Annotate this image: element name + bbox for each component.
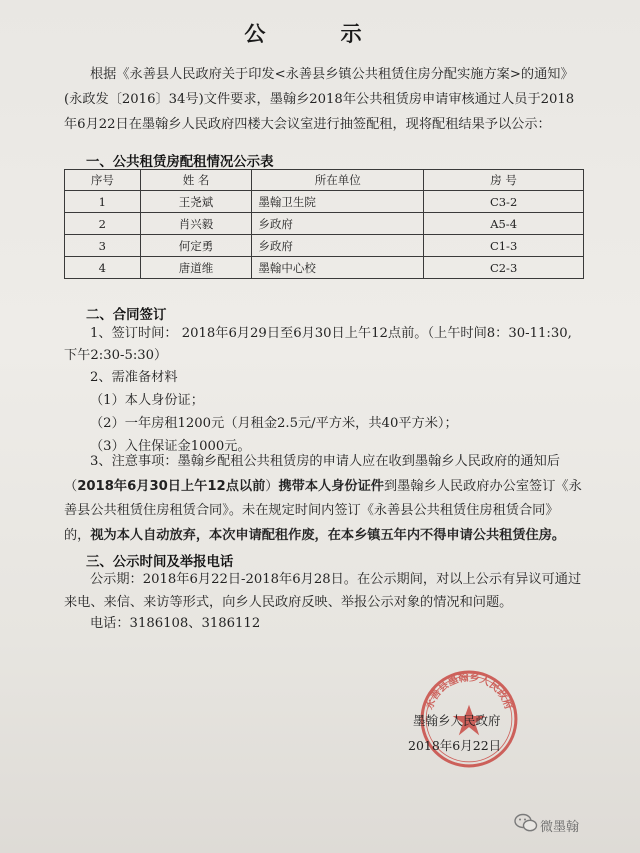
phone-line: 电话：3186108、3186112 [90,616,261,631]
column-header-name: 姓 名 [140,170,252,191]
column-header-unit: 所在单位 [252,170,424,191]
cell-name: 何定勇 [140,235,252,257]
table-row [65,257,584,279]
signing-time-line: 1、签订时间： 2018年6月29日至6月30日上午12点前。（上午时间8：30-11:30, [90,326,572,341]
material-item: （2）一年房租1200元（月租金2.5元/平方米，共40平方米）； [90,416,458,431]
section-heading-allocation: 一、公共租赁房配租情况公示表 [86,155,274,170]
page-title: 公 示 [244,22,396,46]
cell-name: 王尧斌 [140,191,252,213]
cell-name: 肖兴毅 [140,213,252,235]
cell-unit: 墨翰中心校 [252,257,424,279]
table-row [65,235,584,257]
table-row [65,191,584,213]
notice-deadline: 2018年6月30日上午12点以前 [77,478,266,494]
notice-text: ） [265,478,279,494]
svg-text:永善县墨翰乡人民政府: 永善县墨翰乡人民政府 [423,671,515,712]
notice-paragraph [64,450,584,548]
issue-date: 2018年6月22日 [408,738,502,753]
section-heading-contract: 二、合同签订 [86,308,167,323]
cell-number: 1 [65,191,141,213]
issuer-name: 墨翰乡人民政府 [413,713,501,728]
notice-text: 到墨翰乡人民政府办公室签订《永善县公共租赁住房租赁合同》。未在规定时间内签订《永善县公共租赁住房租赁合同》的， [64,478,582,543]
wechat-icon [514,812,538,834]
signing-time-line-continued: 下午2:30-5:30） [64,348,168,363]
column-header-room: 房 号 [424,170,584,191]
notice-period-paragraph: 公示期：2018年6月22日-2018年6月28日。在公示期间，对以上公示有异议可通过来电、来信、来访等形式，向乡人民政府反映、举报公示对象的情况和问题。 [64,572,582,610]
cell-room: C1-3 [424,235,584,257]
table-header-row [65,170,584,191]
cell-name: 唐道维 [140,257,252,279]
material-item: （1）本人身份证； [90,393,204,408]
column-header-number: 序号 [65,170,141,191]
notice-text: 3、注意事项：墨翰乡配租公共租赁房的申请人应在收到墨翰乡人民政府的通知后（ [64,454,560,494]
cell-unit: 墨翰卫生院 [252,191,424,213]
cell-room: A5-4 [424,213,584,235]
cell-room: C2-3 [424,257,584,279]
notice-id-requirement: 携带本人身份证件 [278,478,384,494]
cell-room: C3-2 [424,191,584,213]
allocation-table [64,169,584,279]
material-item: （3）入住保证金1000元。 [90,439,251,454]
table-row [65,213,584,235]
intro-paragraph: 根据《永善县人民政府关于印发<永善县乡镇公共租赁住房分配实施方案>的通知》(永政发〔2016〕34号)文件要求，墨翰乡2018年公共租赁房申请审核通过人员于2018年6月22日在墨翰乡人民政府四楼大会议室进行抽签配租，现将配租结果予以公示： [64,67,575,132]
cell-unit: 乡政府 [252,213,424,235]
watermark-label: 微墨翰 [540,820,580,835]
materials-heading: 2、需准备材料 [90,370,178,385]
notice-forfeit-warning: 视为本人自动放弃，本次申请配租作废，在本乡镇五年内不得申请公共租赁住房。 [90,527,566,543]
cell-number: 3 [65,235,141,257]
cell-unit: 乡政府 [252,235,424,257]
cell-number: 2 [65,213,141,235]
cell-number: 4 [65,257,141,279]
section-heading-notice-period: 三、公示时间及举报电话 [86,555,234,570]
